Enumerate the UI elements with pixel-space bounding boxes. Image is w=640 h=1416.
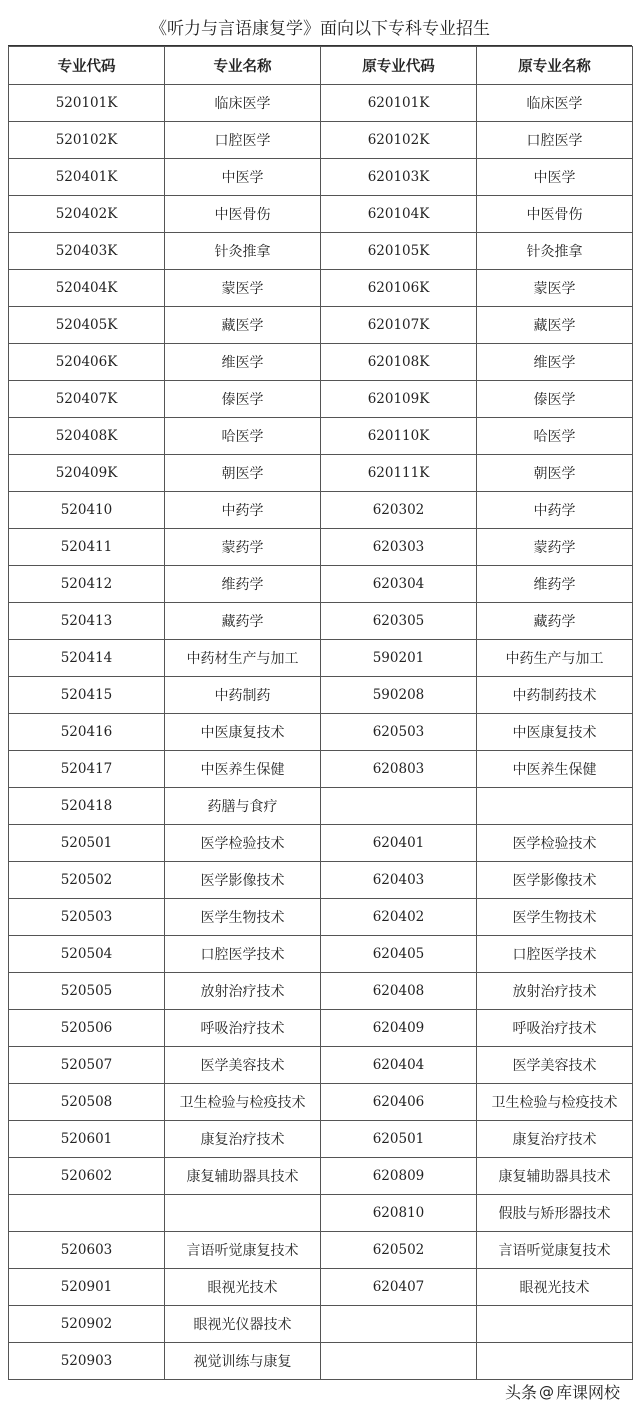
cell-major-name: 口腔医学技术 [165,936,321,973]
cell-original-name: 中医养生保健 [477,751,633,788]
table-row [9,1195,633,1232]
table-row [9,603,633,640]
cell-major-name: 中药制药 [165,677,321,714]
cell-major-name: 眼视光仪器技术 [165,1306,321,1343]
cell-original-name: 针灸推拿 [477,233,633,270]
cell-original-code: 620305 [321,603,477,640]
cell-major-name: 藏医学 [165,307,321,344]
table-row [9,899,633,936]
table-row [9,307,633,344]
cell-original-code: 620110K [321,418,477,455]
cell-original-name: 藏药学 [477,603,633,640]
table-row [9,936,633,973]
table-row [9,1084,633,1121]
table-row [9,1010,633,1047]
watermark-name: 库课网校 [556,1383,621,1402]
cell-original-code: 620407 [321,1269,477,1306]
cell-original-name: 眼视光技术 [477,1269,633,1306]
cell-major-code: 520902 [9,1306,165,1343]
cell-original-name: 蒙医学 [477,270,633,307]
cell-original-code: 620104K [321,196,477,233]
table-row [9,122,633,159]
cell-original-code: 620108K [321,344,477,381]
cell-major-code: 520417 [9,751,165,788]
cell-original-name: 傣医学 [477,381,633,418]
cell-original-code: 620304 [321,566,477,603]
cell-major-code: 520504 [9,936,165,973]
cell-original-code: 620408 [321,973,477,1010]
cell-original-name: 言语听觉康复技术 [477,1232,633,1269]
cell-major-name: 言语听觉康复技术 [165,1232,321,1269]
table-row [9,196,633,233]
table-row [9,344,633,381]
cell-original-name: 口腔医学 [477,122,633,159]
cell-original-code: 620409 [321,1010,477,1047]
cell-original-name: 临床医学 [477,85,633,122]
cell-original-name: 中药学 [477,492,633,529]
cell-original-code: 620111K [321,455,477,492]
cell-original-name: 哈医学 [477,418,633,455]
cell-major-code: 520403K [9,233,165,270]
header-original-name: 原专业名称 [477,47,633,85]
table-row [9,714,633,751]
cell-original-code: 620302 [321,492,477,529]
table-row [9,1306,633,1343]
cell-major-name: 呼吸治疗技术 [165,1010,321,1047]
cell-major-name: 眼视光技术 [165,1269,321,1306]
cell-original-code: 620503 [321,714,477,751]
table-row [9,973,633,1010]
cell-major-code: 520401K [9,159,165,196]
cell-original-name: 口腔医学技术 [477,936,633,973]
cell-major-code: 520408K [9,418,165,455]
cell-original-name: 卫生检验与检疫技术 [477,1084,633,1121]
cell-major-code: 520410 [9,492,165,529]
cell-major-name: 医学生物技术 [165,899,321,936]
cell-major-name: 中药学 [165,492,321,529]
cell-major-name [165,1195,321,1232]
cell-major-code: 520407K [9,381,165,418]
cell-major-code: 520903 [9,1343,165,1380]
table-row [9,788,633,825]
cell-major-code: 520901 [9,1269,165,1306]
cell-major-code: 520415 [9,677,165,714]
cell-major-name: 临床医学 [165,85,321,122]
cell-major-name: 中医学 [165,159,321,196]
cell-major-name: 朝医学 [165,455,321,492]
cell-original-name: 蒙药学 [477,529,633,566]
table-row [9,640,633,677]
cell-major-name: 口腔医学 [165,122,321,159]
cell-major-code: 520405K [9,307,165,344]
cell-major-code: 520411 [9,529,165,566]
at-icon: @ [539,1382,555,1401]
header-major-code: 专业代码 [9,47,165,85]
cell-original-code: 620406 [321,1084,477,1121]
cell-major-code: 520406K [9,344,165,381]
cell-major-code [9,1195,165,1232]
cell-major-code: 520402K [9,196,165,233]
cell-major-code: 520414 [9,640,165,677]
cell-major-name: 医学影像技术 [165,862,321,899]
cell-major-code: 520409K [9,455,165,492]
table-row [9,1269,633,1306]
cell-major-code: 520507 [9,1047,165,1084]
cell-major-code: 520501 [9,825,165,862]
cell-major-code: 520102K [9,122,165,159]
cell-original-code: 620502 [321,1232,477,1269]
cell-major-code: 520506 [9,1010,165,1047]
major-table [8,46,633,1380]
cell-original-code [321,1306,477,1343]
cell-original-name: 呼吸治疗技术 [477,1010,633,1047]
cell-major-name: 医学检验技术 [165,825,321,862]
cell-major-name: 卫生检验与检疫技术 [165,1084,321,1121]
cell-major-name: 中医养生保健 [165,751,321,788]
cell-major-name: 傣医学 [165,381,321,418]
cell-major-code: 520101K [9,85,165,122]
cell-major-name: 康复治疗技术 [165,1121,321,1158]
cell-major-name: 藏药学 [165,603,321,640]
cell-original-code [321,788,477,825]
table-row [9,492,633,529]
cell-original-name: 医学生物技术 [477,899,633,936]
cell-original-code: 620107K [321,307,477,344]
cell-original-code: 620109K [321,381,477,418]
cell-major-name: 中药材生产与加工 [165,640,321,677]
table-row [9,159,633,196]
cell-major-name: 医学美容技术 [165,1047,321,1084]
table-row [9,381,633,418]
table-row [9,1232,633,1269]
cell-original-name: 维药学 [477,566,633,603]
cell-original-code: 620404 [321,1047,477,1084]
cell-major-code: 520508 [9,1084,165,1121]
table-row [9,233,633,270]
cell-original-name: 藏医学 [477,307,633,344]
cell-original-name: 医学美容技术 [477,1047,633,1084]
cell-major-name: 维药学 [165,566,321,603]
table-row [9,455,633,492]
cell-major-code: 520601 [9,1121,165,1158]
document-title: 《听力与言语康复学》面向以下专科专业招生 [8,8,632,46]
cell-major-name: 放射治疗技术 [165,973,321,1010]
table-row [9,862,633,899]
cell-original-name: 维医学 [477,344,633,381]
cell-original-name: 医学影像技术 [477,862,633,899]
cell-major-code: 520416 [9,714,165,751]
cell-original-code: 620810 [321,1195,477,1232]
table-row [9,1047,633,1084]
cell-major-code: 520502 [9,862,165,899]
cell-major-name: 针灸推拿 [165,233,321,270]
cell-original-code: 620501 [321,1121,477,1158]
cell-original-code [321,1343,477,1380]
cell-original-code: 620401 [321,825,477,862]
cell-original-name: 中医康复技术 [477,714,633,751]
cell-original-code: 620103K [321,159,477,196]
table-row [9,85,633,122]
header-original-code: 原专业代码 [321,47,477,85]
table-row [9,418,633,455]
header-major-name: 专业名称 [165,47,321,85]
cell-original-code: 620106K [321,270,477,307]
cell-major-code: 520602 [9,1158,165,1195]
table-row [9,1343,633,1380]
table-row [9,677,633,714]
cell-original-name: 康复治疗技术 [477,1121,633,1158]
table-row [9,270,633,307]
table-body [9,85,633,1380]
cell-original-name [477,788,633,825]
table-row [9,825,633,862]
cell-major-code: 520505 [9,973,165,1010]
cell-original-code: 620402 [321,899,477,936]
cell-major-name: 康复辅助器具技术 [165,1158,321,1195]
table-row [9,1158,633,1195]
cell-major-code: 520412 [9,566,165,603]
cell-original-name: 中医骨伤 [477,196,633,233]
cell-major-code: 520503 [9,899,165,936]
table-row [9,1121,633,1158]
cell-major-code: 520603 [9,1232,165,1269]
cell-original-code: 620102K [321,122,477,159]
watermark [505,1380,620,1403]
watermark-prefix: 头条 [505,1383,538,1402]
cell-major-name: 药膳与食疗 [165,788,321,825]
cell-major-name: 中医康复技术 [165,714,321,751]
cell-original-name: 中药生产与加工 [477,640,633,677]
table-row [9,566,633,603]
cell-major-name: 蒙医学 [165,270,321,307]
cell-original-name: 朝医学 [477,455,633,492]
cell-original-name: 假肢与矫形器技术 [477,1195,633,1232]
cell-original-name [477,1306,633,1343]
cell-original-name: 中药制药技术 [477,677,633,714]
cell-original-code: 620105K [321,233,477,270]
cell-original-code: 620405 [321,936,477,973]
cell-original-code: 620101K [321,85,477,122]
table-header-row [9,47,633,85]
cell-original-code: 590208 [321,677,477,714]
cell-original-code: 620809 [321,1158,477,1195]
cell-major-code: 520418 [9,788,165,825]
table-row [9,751,633,788]
cell-major-name: 维医学 [165,344,321,381]
cell-major-code: 520413 [9,603,165,640]
cell-original-name: 医学检验技术 [477,825,633,862]
cell-major-code: 520404K [9,270,165,307]
cell-major-name: 哈医学 [165,418,321,455]
table-row [9,529,633,566]
cell-original-name: 放射治疗技术 [477,973,633,1010]
cell-major-name: 中医骨伤 [165,196,321,233]
cell-original-name: 中医学 [477,159,633,196]
cell-original-code: 620403 [321,862,477,899]
cell-original-name [477,1343,633,1380]
cell-original-code: 590201 [321,640,477,677]
cell-major-name: 视觉训练与康复 [165,1343,321,1380]
cell-original-code: 620303 [321,529,477,566]
cell-original-name: 康复辅助器具技术 [477,1158,633,1195]
cell-original-code: 620803 [321,751,477,788]
cell-major-name: 蒙药学 [165,529,321,566]
